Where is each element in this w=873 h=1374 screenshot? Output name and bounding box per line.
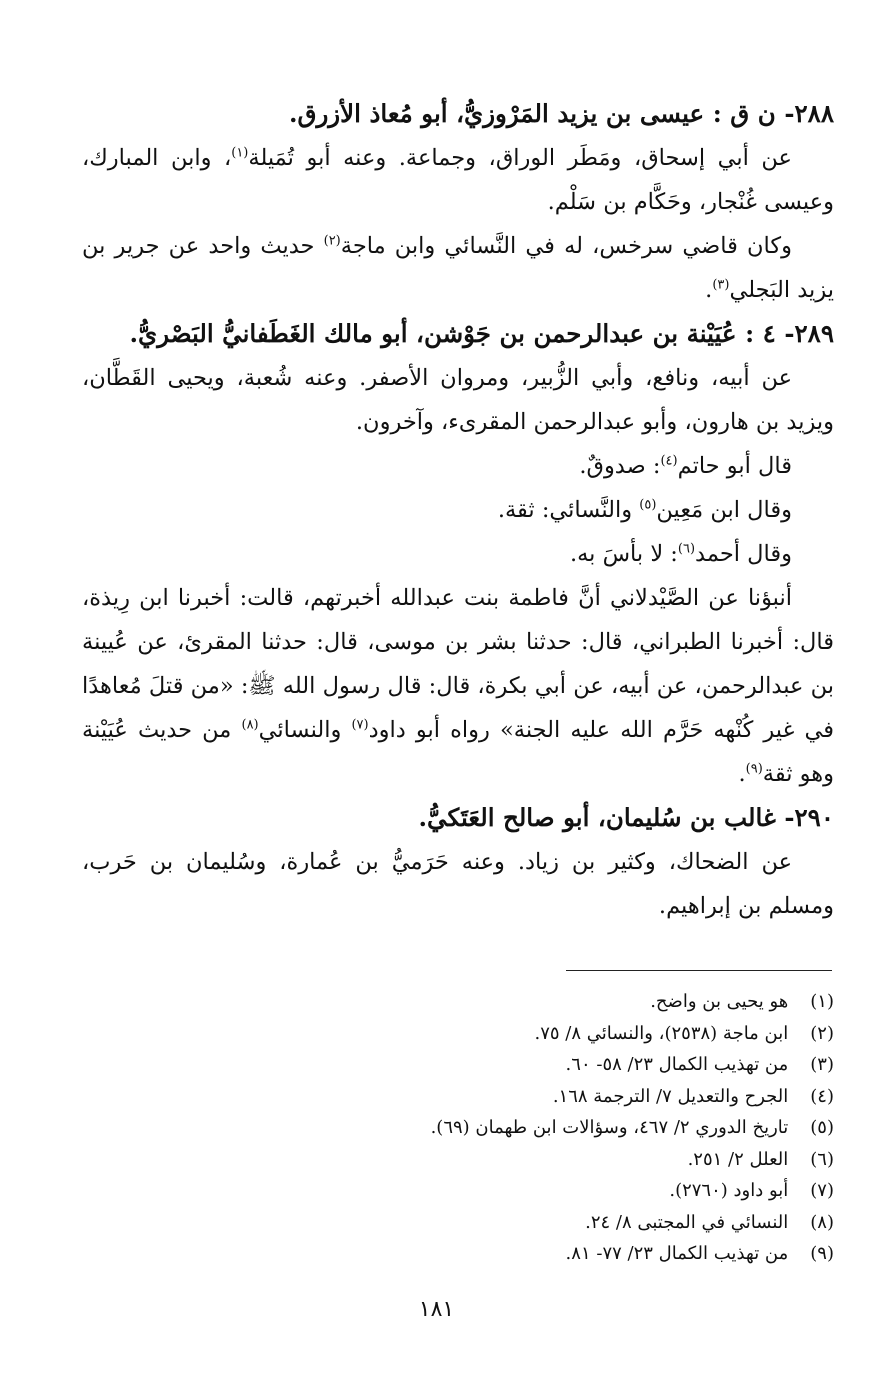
footnote-ref-4: (٤) [660,453,678,469]
footnote-5: (٥) تاريخ الدوري ٢/ ٤٦٧، وسؤالات ابن طهمان (٦٩). [430,1117,834,1138]
footnote-6: (٦) العلل ٢/ ٢٥١. [687,1148,834,1170]
entry-289-paragraph-2: قال أبو حاتم$^{(٤)}$: صدوقٌ. [579,453,792,479]
entry-290-heading: ٢٩٠- غالب بن سُليمان، أبو صالح العَتَكيُّ. [418,803,834,832]
footnote-9: (٩) من تهذيب الكمال ٢٣/ ٧٧- ٨١. [565,1243,834,1264]
footnote-ref-5: (٥) [639,497,657,513]
entry-289-paragraph-4: وقال أحمد$^{(٦)}$: لا بأسَ به. [569,541,792,567]
footnote-4: (٤) الجرح والتعديل ٧/ الترجمة ١٦٨. [552,1085,834,1107]
footnote-ref-3: (٣) [712,277,730,293]
footnote-divider [566,970,832,971]
footnotes [82,986,834,1270]
entry-289-paragraph-1: عن أبيه، ونافع، وأبي الزُّبير، ومروان الأصفر. وعنه شُعبة، ويحيى القَطَّان، ويزيد بن هارون، وأبو عبدالرحمن المقرىء، وآخرون. [82,365,834,435]
footnote-ref-6: (٦) [677,541,696,557]
main-text [82,92,834,928]
page-number: ١٨١ [418,1297,455,1322]
footnote-1: (١) هو يحيى بن واضح. [650,991,834,1012]
footnote-2: (٢) ابن ماجة (٢٥٣٨)، والنسائي ٨/ ٧٥. [534,1022,834,1044]
footnote-ref-9: (٩) [745,761,763,777]
footnote-7: (٧) أبو داود (٢٧٦٠). [669,1180,834,1201]
footnote-ref-7: (٧) [351,717,369,733]
entry-288-heading: ٢٨٨- ن ق : عيسى بن يزيد المَرْوزيُّ، أبو مُعاذ الأزرق. [288,99,834,128]
footnote-ref-8: (٨) [241,717,259,733]
footnote-ref-1: (١) [231,145,249,161]
entry-289-paragraph-3: وقال ابن مَعِين$^{(٥)}$ والنَّسائي: ثقة. [497,497,792,523]
entry-288-paragraph-1: عن أبي إسحاق، ومَطَر الوراق، وجماعة. وعنه أبو تُمَيلة$^{(١)}$، وابن المبارك، وعيسى غُنْجار، وحَكَّام بن سَلْم. [82,145,834,215]
footnote-3: (٣) من تهذيب الكمال ٢٣/ ٥٨- ٦٠. [565,1054,834,1075]
footnote-8: (٨) النسائي في المجتبى ٨/ ٢٤. [585,1211,834,1233]
entry-288-paragraph-2: وكان قاضي سرخس، له في النَّسائي وابن ماجة$^{(٢)}$ حديث واحد عن جرير بن يزيد البَجلي$^{(٣)}$. [82,233,834,303]
footnote-ref-2: (٢) [323,233,341,249]
entry-289-heading: ٢٨٩- ٤ : عُيَيْنة بن عبدالرحمن بن جَوْشن، أبو مالك الغَطَفانيُّ البَصْريُّ. [129,319,834,348]
entry-289-paragraph-5: أنبؤنا عن الصَّيْدلاني أنَّ فاطمة بنت عبدالله أخبرتهم، قالت: أخبرنا ابن رِيذة، قال: أخبرنا الطبراني، قال: حدثنا بشر بن موسى، قال: حدثنا المقرئ، عن عُيينة بن عبدالرحمن، عن أبيه، عن أبي بكرة، قال: قال رسول الله ﷺ: «من قتلَ مُعاهدًا في غير كُنْهه حَرَّم الله عليه الجنة» رواه أبو داود$^{(٧)}$ والنسائي$^{(٨)}$ من حديث عُيَيْنة وهو ثقة$^{(٩)}$. [82,585,834,787]
entry-290-paragraph-1: عن الضحاك، وكثير بن زياد. وعنه حَرَميُّ بن عُمارة، وسُليمان بن حَرب، ومسلم بن إبراهيم. [82,849,834,919]
